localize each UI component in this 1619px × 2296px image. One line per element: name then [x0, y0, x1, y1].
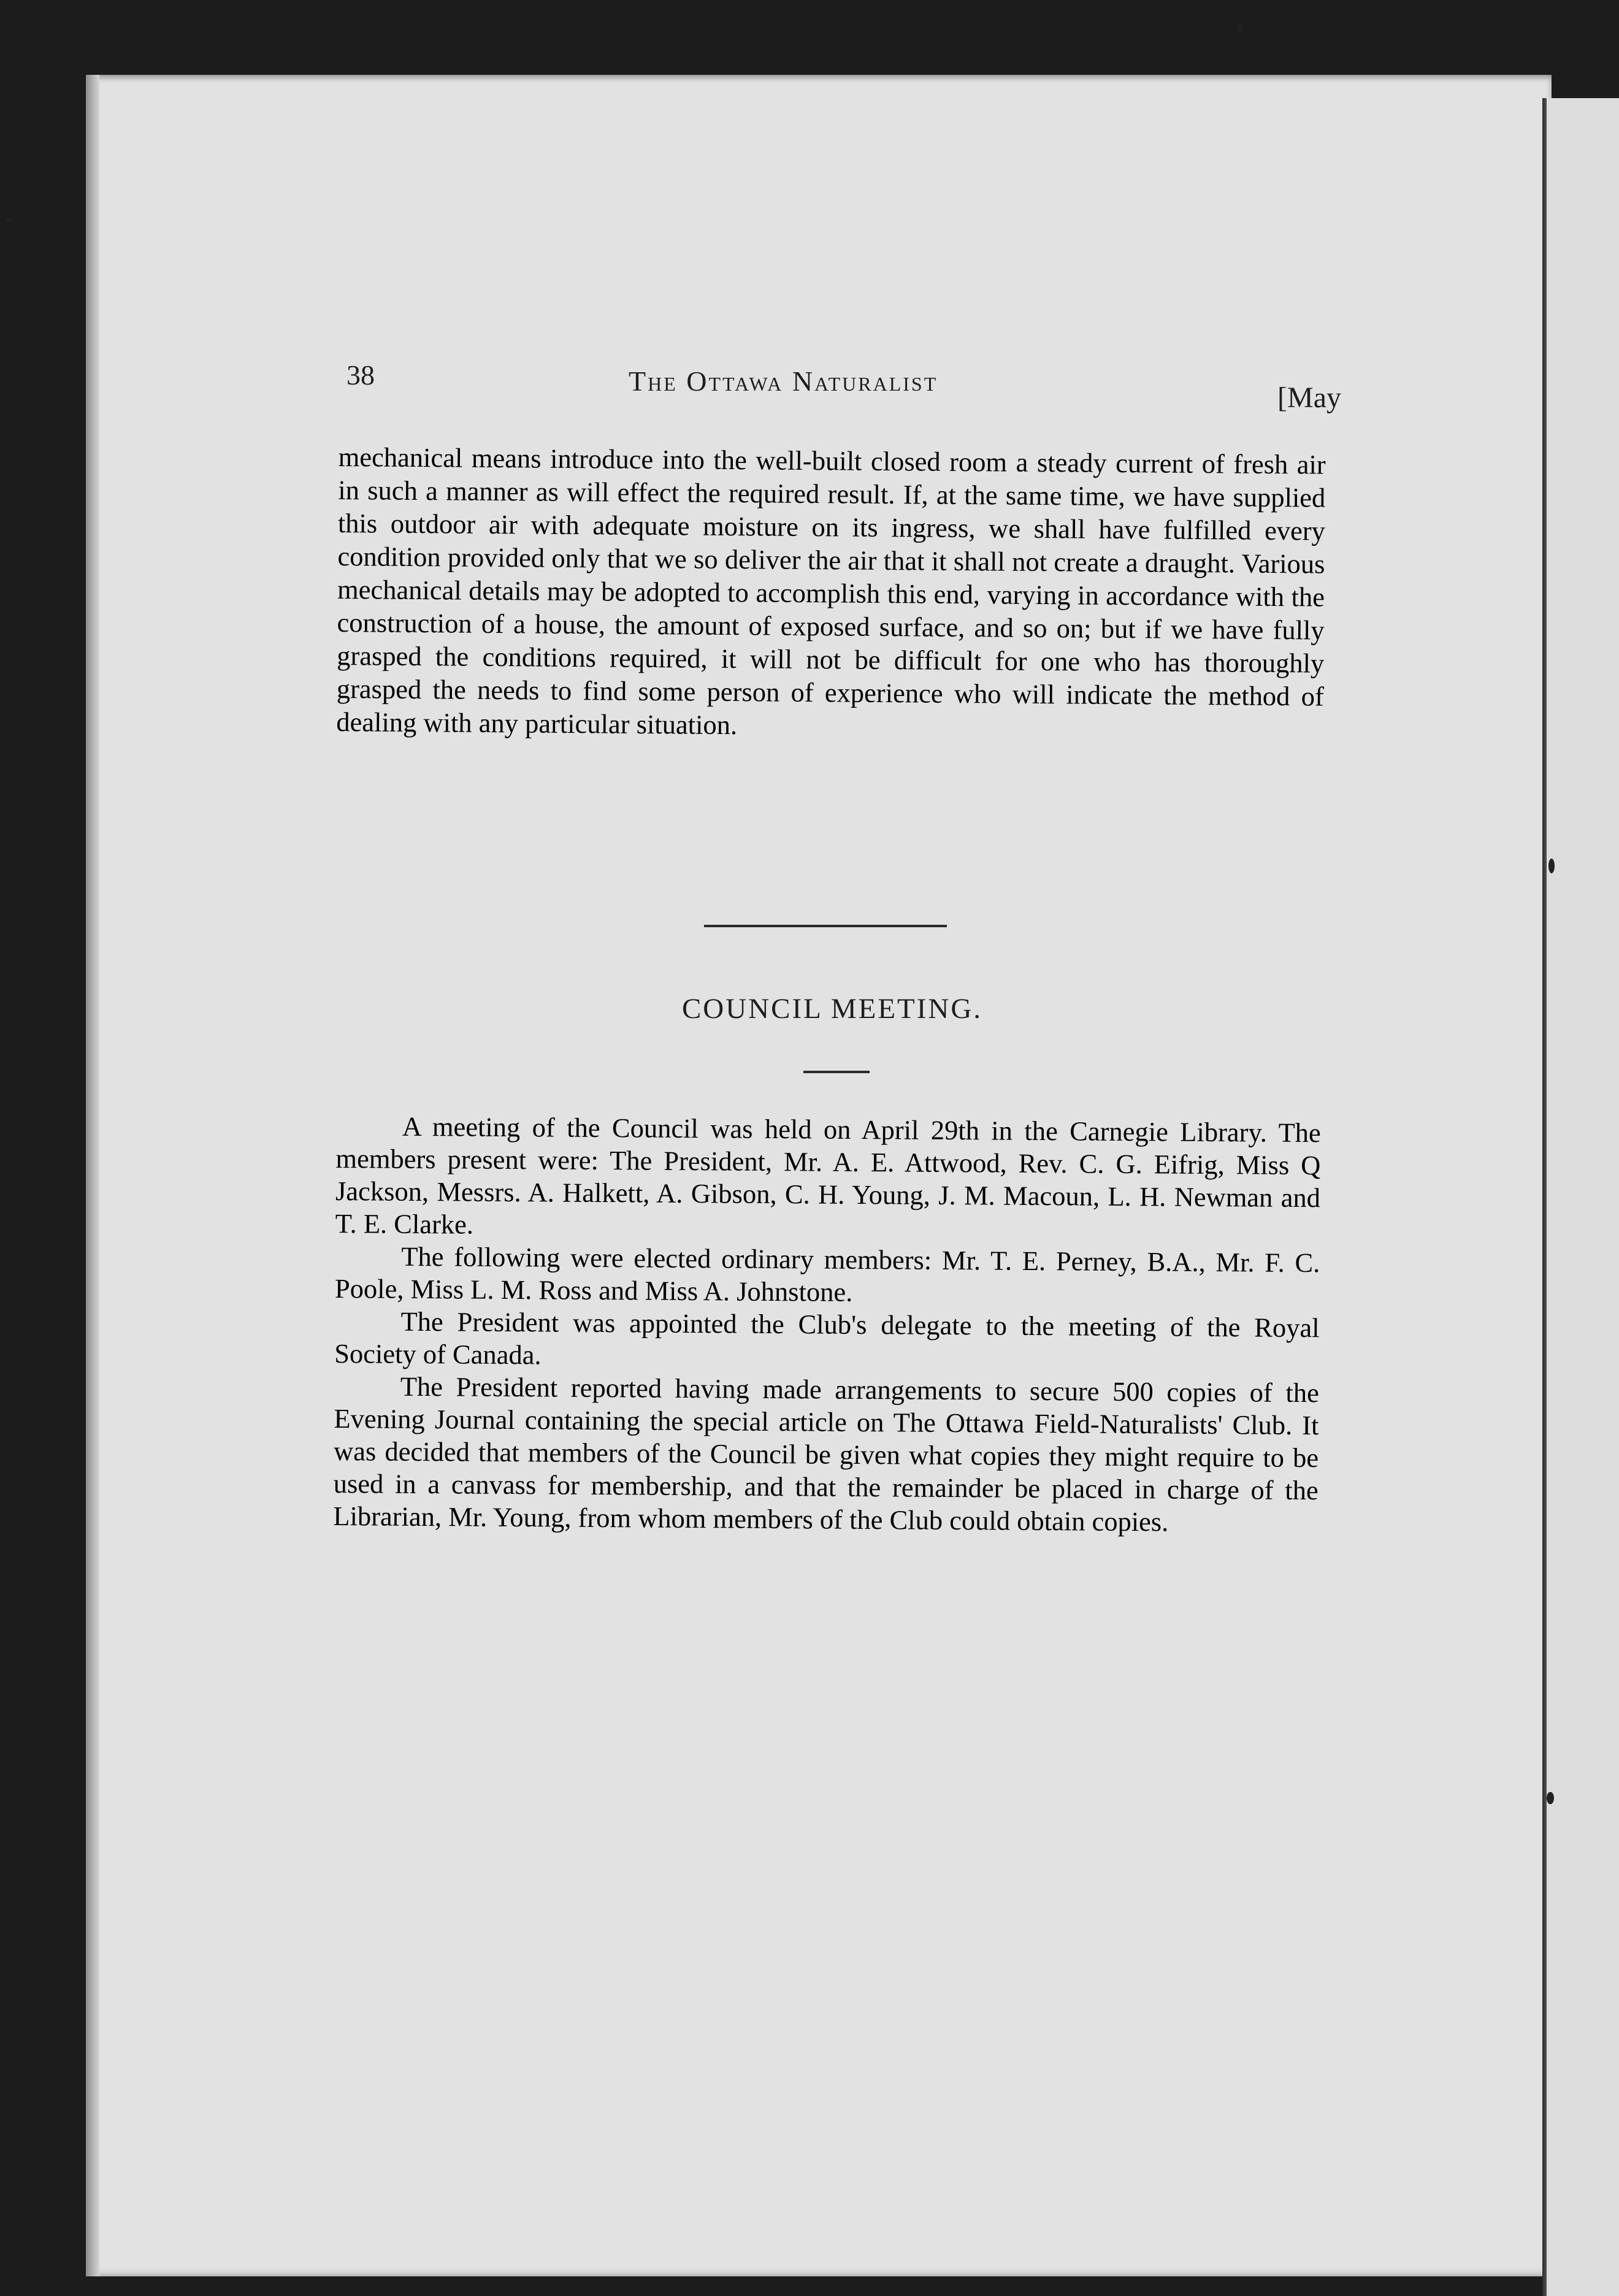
- adjacent-page-edge: [1547, 98, 1619, 2296]
- section-divider: [704, 925, 947, 927]
- article-continuation: [336, 440, 1326, 746]
- body-paragraph: A meeting of the Council was held on April 29th in the Carnegie Library. The members present were: The President, Mr. A. E. Attwood, Rev. C. G. Eifrig, Miss Q Jackson, Messrs. A. Halkett, A. Gibson, C. H. Young, J. M. Macoun, L. H. Newman and T. E. Clarke.: [335, 1111, 1321, 1240]
- body-paragraph: The President was appointed the Club's delegate to the meeting of the Royal Society of Canada.: [334, 1306, 1320, 1371]
- dust-speck: [1548, 859, 1555, 873]
- body-paragraph: The following were elected ordinary members: Mr. T. E. Perney, B.A., Mr. F. C. Poole, Miss L. M. Ross and Miss A. Johnstone.: [334, 1241, 1320, 1307]
- dust-speck: [6, 218, 12, 221]
- heading-rule: [803, 1071, 870, 1073]
- dust-speck: [1547, 1792, 1554, 1804]
- page-left-edge-shadow: [86, 75, 99, 2276]
- body-paragraph: The President reported having made arrangements to secure 500 copies of the Evening Journal containing the special article on The Ottawa Field-Naturalists' Club. It was decided that members of the Council be given what copies they might require to be used in a canvass for membership, and that the remainder be placed in charge of the Librarian, Mr. Young, from whom members of the Club could obtain copies.: [333, 1371, 1319, 1537]
- section-heading: COUNCIL MEETING.: [681, 993, 983, 1025]
- dust-speck: [1238, 25, 1242, 33]
- issue-month: [May: [1277, 381, 1341, 414]
- journal-title: The Ottawa Naturalist: [629, 365, 938, 397]
- body-paragraph: mechanical means introduce into the well-built closed room a steady current of fresh air in such a manner as will effect the required result. If, at the same time, we have supplied this outdoor air with adequate moisture on its ingress, we shall have fulfilled every condition provided only that we so deliver the air that it shall not create a draught. Various mechanical details may be adopted to accomplish this end, varying in accordance with the construction of a house, the amount of exposed surface, and so on; but if we have fully grasped the conditions required, it will not be difficult for one who has thoroughly grasped the needs to find some person of experience who will indicate the method of dealing with any particular situation.: [336, 441, 1326, 741]
- page-number: 38: [346, 359, 375, 391]
- running-head: [346, 359, 1341, 414]
- council-meeting-text: [333, 1110, 1321, 1539]
